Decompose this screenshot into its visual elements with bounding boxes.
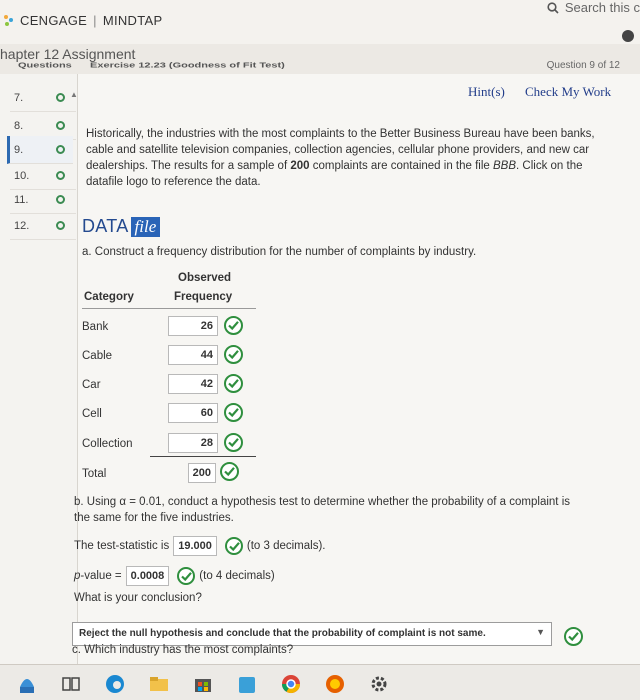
search-icon [547,2,559,14]
test-statistic-input[interactable]: 19.000 [173,536,217,556]
hints-link[interactable]: Hint(s) [468,84,505,99]
header-frequency: Frequency [174,291,233,303]
check-my-work-link[interactable]: Check My Work [525,84,612,99]
brand-mindtap: MINDTAP [102,13,163,28]
conclusion-question: What is your conclusion? [74,592,202,604]
task-view-icon[interactable] [60,673,82,695]
category-label: Cable [82,350,113,362]
taskbar [0,664,640,700]
question-number: 10. [14,169,30,182]
chrome-icon[interactable] [280,673,302,695]
datafile-logo[interactable] [82,216,160,237]
status-dot-icon [56,221,65,230]
intro-text: complaints are contained in the file [309,160,493,172]
frequency-input[interactable]: 42 [168,374,218,394]
correct-check-icon [224,374,243,393]
chevron-down-icon: ▼ [536,627,545,637]
question-number: 7. [14,91,24,104]
intro-text: . Click on the [516,160,583,172]
datafile-label: DATA [82,216,129,236]
start-icon[interactable] [16,673,38,695]
correct-check-icon [224,316,243,335]
frequency-input[interactable]: 26 [168,316,218,336]
correct-check-icon [220,462,239,481]
problem-statement [86,126,638,190]
correct-check-icon [177,567,195,585]
file-explorer-icon[interactable] [148,673,170,695]
p-value-input[interactable]: 0.0008 [126,566,170,586]
status-dot-icon [56,145,65,154]
p-value-label: -value = [80,570,122,582]
category-label: Collection [82,438,133,450]
category-label: Cell [82,408,102,420]
scroll-up-icon[interactable]: ▲ [70,90,78,99]
sidebar-item-9[interactable] [7,136,73,164]
intro-line [86,158,638,174]
frequency-input[interactable]: 28 [168,433,218,453]
brand[interactable] [4,13,162,28]
file-name: BBB [493,160,517,172]
browser-icon[interactable] [324,673,346,695]
correct-check-icon [224,433,243,452]
category-label: Bank [82,321,109,333]
p-value-row [74,566,275,586]
app-icon[interactable] [236,673,258,695]
part-a-question: a. Construct a frequency distribution for the number of complaints by industry. [82,246,477,258]
header-category: Category [84,291,134,303]
question-number: 11. [14,193,29,206]
header-divider [82,308,256,309]
edge-browser-icon[interactable] [104,673,126,695]
total-label: Total [82,468,107,480]
correct-check-icon [564,627,583,646]
status-dot-icon [56,93,65,102]
part-b-question [74,494,640,526]
search-bar[interactable] [547,0,640,15]
sidebar-item-12[interactable] [10,212,76,240]
test-statistic-hint: (to 3 decimals). [246,540,326,552]
question-number: 8. [14,119,24,132]
question-number: 12. [14,219,30,232]
intro-line: datafile logo to reference the data. [86,176,261,188]
status-dot-icon [56,121,65,130]
intro-line: Historically, the industries with the most complaints to the Better Business Bureau have been banks, [86,128,595,140]
assignment-subheader [0,60,640,74]
category-label: Car [82,379,101,391]
status-dot-icon [56,195,65,204]
question-panel [72,74,640,664]
p-value-hint: (to 4 decimals) [199,570,275,582]
frequency-input[interactable]: 44 [168,345,218,365]
correct-check-icon [224,403,243,422]
part-b-line: the same for the five industries. [74,512,234,524]
question-number: 9. [14,143,24,156]
brand-separator: | [93,13,97,28]
p-value-symbol: p [74,570,81,582]
conclusion-select[interactable] [72,622,552,646]
total-divider [150,456,256,457]
assignment-title: hapter 12 Assignment [0,46,136,62]
status-dot-icon [56,171,65,180]
test-statistic-row [74,536,325,556]
sidebar-item-11[interactable] [10,186,76,214]
search-placeholder: Search this c [564,0,640,15]
top-bar [0,0,640,44]
part-b-line: b. Using α = 0.01, conduct a hypothesis test to determine whether the probability of a complaint is [74,496,570,508]
header-observed: Observed [178,272,232,284]
correct-check-icon [224,345,243,364]
brand-cengage: CENGAGE [20,13,88,28]
questions-label: Questions [18,61,72,70]
info-icon[interactable] [622,30,634,42]
intro-text: dealerships. The results for a sample of [86,160,291,172]
part-c-question: c. Which industry has the most complaints? [72,644,294,656]
intro-line: cable and satellite television companies, collection agencies, cellular phone providers, and new car [86,144,590,156]
exercise-label: Exercise 12.23 (Goodness of Fit Test) [90,61,285,70]
test-statistic-label: The test-statistic is [74,540,170,552]
datafile-tag: file [131,217,161,237]
correct-check-icon [225,537,243,555]
sample-size: 200 [290,160,310,172]
frequency-input[interactable]: 60 [168,403,218,423]
question-sidebar [0,74,81,664]
store-icon[interactable] [192,673,214,695]
cengage-logo-icon [4,15,16,27]
settings-icon[interactable] [368,673,390,695]
conclusion-selected-value: Reject the null hypothesis and conclude that the probability of complaint is not same. [79,628,486,639]
total-frequency: 200 [188,463,216,483]
sidebar-item-7[interactable] [10,84,76,112]
question-nav[interactable]: Question 9 of 12 [546,60,620,71]
